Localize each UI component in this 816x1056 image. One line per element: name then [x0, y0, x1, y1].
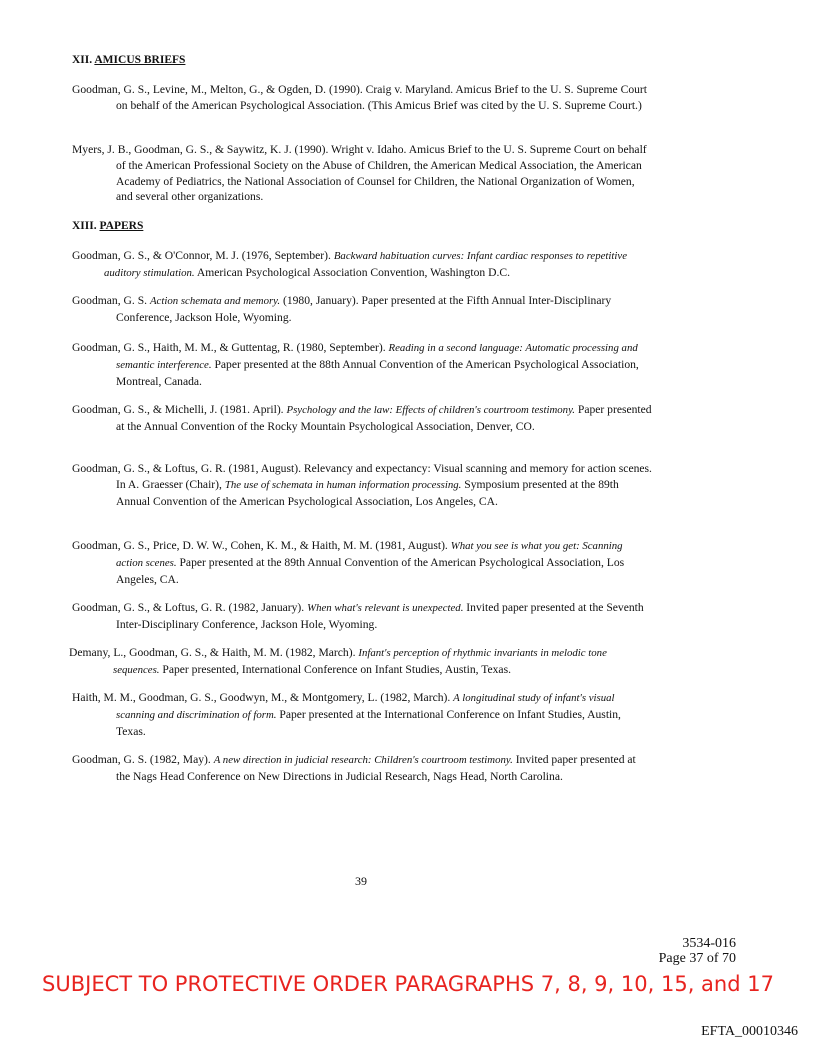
reference-entry: Goodman, G. S., Levine, M., Melton, G., & Ogden, D. (1990). Craig v. Maryland. Amicus Brief to the U. S. Supreme Court on behalf of the American Psychological Association. (This Amicus Brief was cited by the U. S. Supreme Court.)	[72, 83, 647, 112]
page-of: Page 37 of 70	[658, 951, 736, 966]
reference-entry: Goodman, G. S., Haith, M. M., & Guttentag, R. (1980, September). Reading in a second language: Automatic processing and semantic interference. Paper presented at the 88th Annual Convention of the American Psychological Association, Montreal, Canada.	[72, 341, 639, 388]
reference-entry: Goodman, G. S., & Loftus, G. R. (1981, August). Relevancy and expectancy: Visual scanning and memory for action scenes. In A. Graesser (Chair), The use of schemata in human information processing. Symposium presented at the 89th Annual Convention of the American Psychological Association, Los Angeles, CA.	[72, 462, 652, 508]
reference-entry: Goodman, G. S., Price, D. W. W., Cohen, K. M., & Haith, M. M. (1981, August). What you see is what you get: Scanning action scenes. Paper presented at the 89th Annual Convention of the American Psychological Association, Los Angeles, CA.	[72, 539, 625, 586]
section-title: AMICUS BRIEFS	[94, 54, 186, 66]
page-number: 39	[355, 874, 367, 888]
section-heading-papers	[72, 219, 143, 233]
section-number: XIII.	[72, 220, 100, 232]
reference-entry: Haith, M. M., Goodman, G. S., Goodwyn, M., & Montgomery, L. (1982, March). A longitudinal study of infant's visual scanning and discrimination of form. Paper presented at the International Conference on Infant Studies, Austin, Texas.	[72, 691, 621, 738]
reference-entry: Goodman, G. S., & Loftus, G. R. (1982, January). When what's relevant is unexpected. Invited paper presented at the Seventh Inter-Disciplinary Conference, Jackson Hole, Wyoming.	[72, 601, 644, 631]
section-heading-amicus	[72, 53, 185, 67]
efta-identifier: EFTA_00010346	[701, 1024, 798, 1039]
reference-entry: Goodman, G. S. Action schemata and memory. (1980, January). Paper presented at the Fifth Annual Inter-Disciplinary Conference, Jackson Hole, Wyoming.	[72, 294, 612, 324]
doc-number: 3534-016	[682, 936, 736, 951]
reference-entry: Goodman, G. S., & O'Connor, M. J. (1976, September). Backward habituation curves: Infant cardiac responses to repetitive auditory stimulation. American Psychological Association Convention, Washington D.C.	[72, 249, 627, 279]
section-title: PAPERS	[99, 220, 144, 232]
document-reference	[659, 936, 736, 966]
reference-entry: Demany, L., Goodman, G. S., & Haith, M. M. (1982, March). Infant's perception of rhythmic invariants in melodic tone sequences. Paper presented, International Conference on Infant Studies, Austin, Texas.	[69, 646, 607, 676]
protective-order-notice: SUBJECT TO PROTECTIVE ORDER PARAGRAPHS 7, 8, 9, 10, 15, and 17	[42, 972, 774, 996]
reference-entry: Myers, J. B., Goodman, G. S., & Saywitz, K. J. (1990). Wright v. Idaho. Amicus Brief to the U. S. Supreme Court on behalf of the American Professional Society on the Abuse of Children, the American Medical Association, the American Academy of Pediatrics, the National Association of Counsel for Children, the National Organization of Women, and several other organizations.	[72, 143, 647, 204]
reference-entry: Goodman, G. S., & Michelli, J. (1981. April). Psychology and the law: Effects of children's courtroom testimony. Paper presented at the Annual Convention of the Rocky Mountain Psychological Association, Denver, CO.	[72, 403, 652, 433]
reference-entry: Goodman, G. S. (1982, May). A new direction in judicial research: Children's courtroom testimony. Invited paper presented at the Nags Head Conference on New Directions in Judicial Research, Nags Head, North Carolina.	[72, 753, 636, 783]
section-number: XII.	[72, 54, 95, 66]
